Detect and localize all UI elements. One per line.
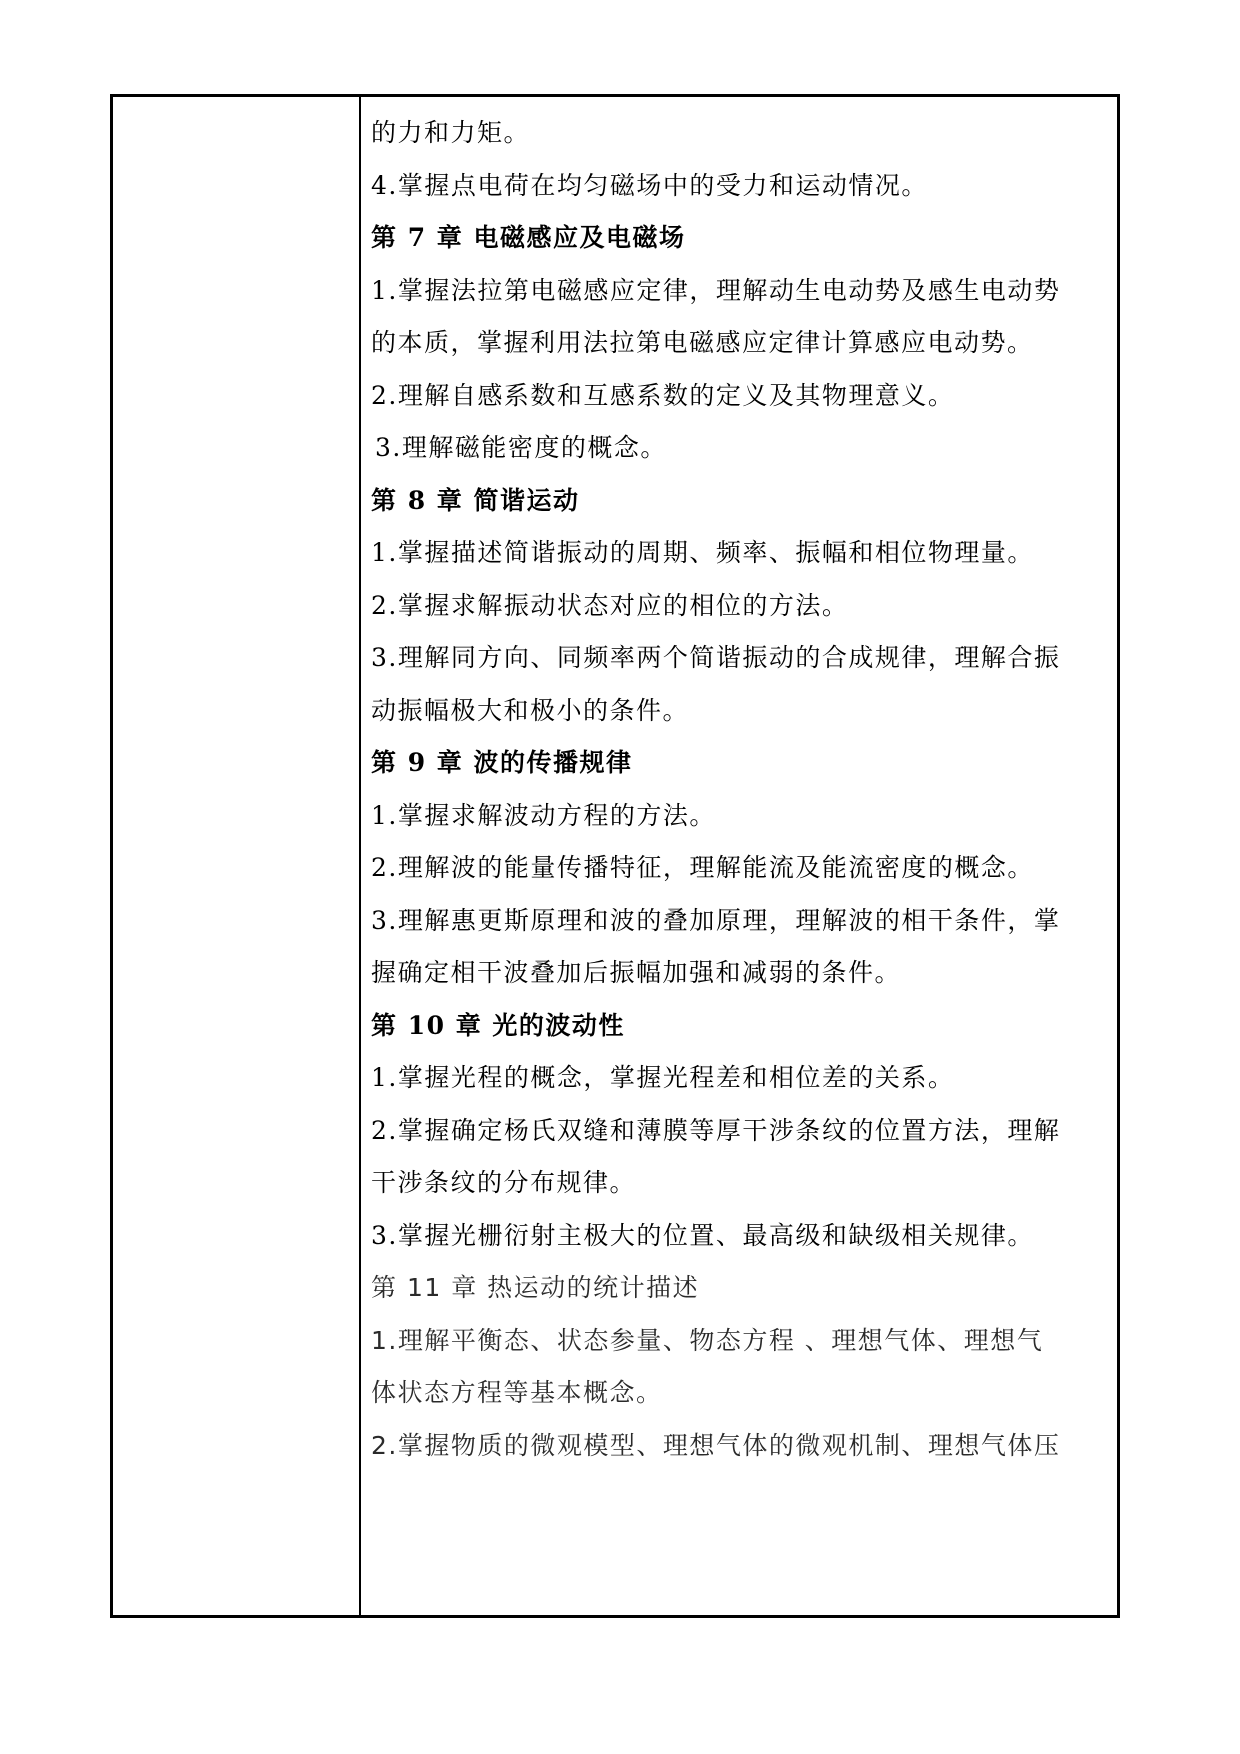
- text-line: 3.掌握光栅衍射主极大的位置、最高级和缺级相关规律。: [371, 1220, 1034, 1250]
- text-line: 1.理解平衡态、状态参量、物态方程 、理想气体、理想气: [371, 1325, 1044, 1355]
- table-left-column-cell: [113, 97, 361, 1615]
- text-line: 动振幅极大和极小的条件。: [371, 695, 690, 725]
- chapter-heading: 第 8 章 简谐运动: [371, 485, 580, 515]
- text-line: 4.掌握点电荷在均匀磁场中的受力和运动情况。: [371, 170, 928, 200]
- chapter-heading: 第 11 章 热运动的统计描述: [371, 1273, 700, 1302]
- text-line: 1.掌握法拉第电磁感应定律，理解动生电动势及感生电动势: [371, 275, 1061, 305]
- chapter-heading: 第 9 章 波的传播规律: [371, 748, 633, 777]
- syllabus-table: [110, 94, 1120, 1618]
- text-line: 3.理解惠更斯原理和波的叠加原理，理解波的相干条件，掌: [371, 905, 1061, 935]
- text-line: 的本质，掌握利用法拉第电磁感应定律计算感应电动势。: [371, 328, 1034, 357]
- text-line: 1.掌握光程的概念，掌握光程差和相位差的关系。: [371, 1063, 955, 1092]
- chapter-heading: 第 7 章 电磁感应及电磁场: [371, 223, 686, 252]
- table-right-column-cell: [361, 97, 1117, 1615]
- text-line: 1.掌握描述简谐振动的周期、频率、振幅和相位物理量。: [371, 538, 1034, 567]
- text-line: 3.理解磁能密度的概念。: [375, 433, 667, 462]
- text-line: 1.掌握求解波动方程的方法。: [371, 800, 716, 830]
- text-line: 干涉条纹的分布规律。: [371, 1168, 637, 1197]
- text-line: 2.掌握求解振动状态对应的相位的方法。: [371, 590, 849, 620]
- text-line: 2.掌握确定杨氏双缝和薄膜等厚干涉条纹的位置方法，理解: [371, 1115, 1061, 1145]
- text-line: 2.理解波的能量传播特征，理解能流及能流密度的概念。: [371, 853, 1034, 882]
- text-line: 2.理解自感系数和互感系数的定义及其物理意义。: [371, 380, 955, 410]
- text-line: 体状态方程等基本概念。: [371, 1378, 663, 1407]
- chapter-heading: 第 10 章 光的波动性: [371, 1010, 625, 1040]
- text-line: 的力和力矩。: [371, 118, 531, 147]
- text-line: 3.理解同方向、同频率两个简谐振动的合成规律，理解合振: [371, 643, 1061, 672]
- text-line: 握确定相干波叠加后振幅加强和减弱的条件。: [371, 958, 902, 987]
- text-line: 2.掌握物质的微观模型、理想气体的微观机制、理想气体压: [371, 1430, 1061, 1460]
